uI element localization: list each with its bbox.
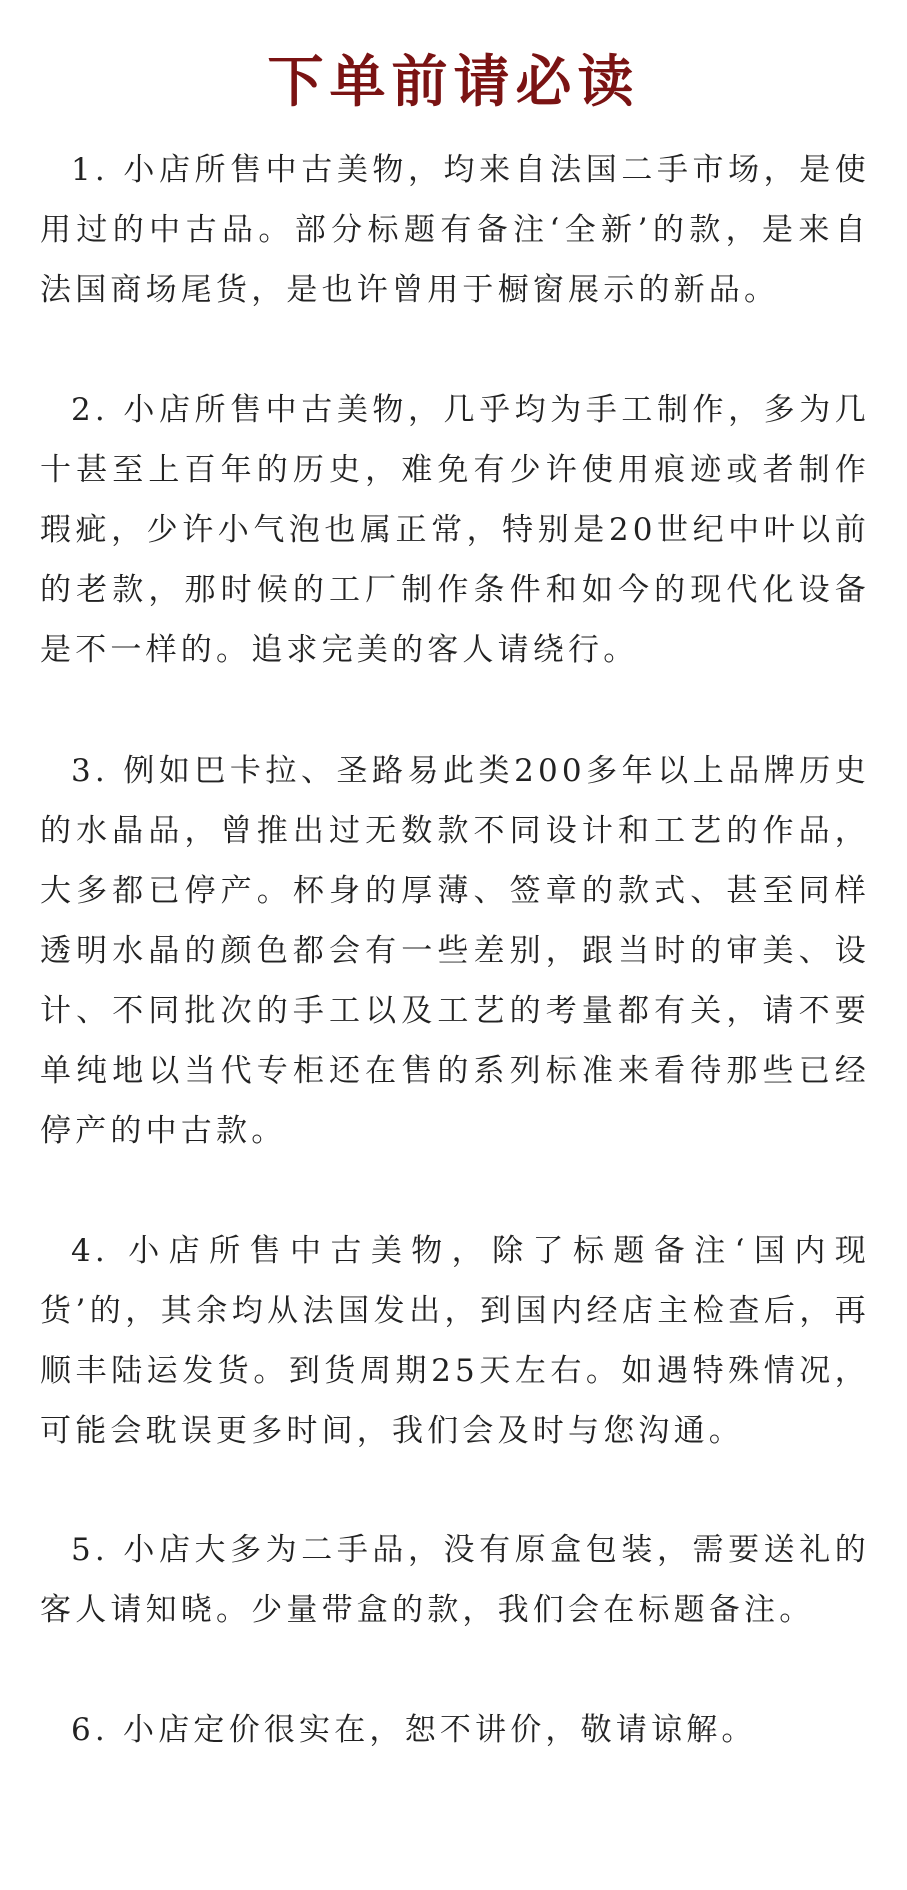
page-title: 下单前请必读 <box>267 49 640 115</box>
notice-item-6: 6. 小店定价很实在，恕不讲价，敬请谅解。 <box>71 1712 757 1748</box>
notice-item-3: 3. 例如巴卡拉、圣路易此类200多年以上品牌历史的水晶品，曾推出过无数款不同设计和工艺的作品，大多都已停产。杯身的厚薄、签章的款式、甚至同样透明水晶的颜色都会有一些差别，跟当时的审美、设计、不同批次的手工以及工艺的考量都有关，请不要单纯地以当代专柜还在售的系列标准来看待那些已经停产的中古款。 <box>40 753 870 1149</box>
notice-item-4: 4. 小店所售中古美物，除了标题备注‘国内现货’的，其余均从法国发出，到国内经店主检查后，再顺丰陆运发货。到货周期25天左右。如遇特殊情况，可能会耽误更多时间，我们会及时与您沟通。 <box>40 1233 870 1449</box>
notice-item-1: 1. 小店所售中古美物，均来自法国二手市场，是使用过的中古品。部分标题有备注‘全新’的款，是来自法国商场尾货，是也许曾用于橱窗展示的新品。 <box>40 152 870 308</box>
notice-item-2: 2. 小店所售中古美物，几乎均为手工制作，多为几十甚至上百年的历史，难免有少许使用痕迹或者制作瑕疵，少许小气泡也属正常，特别是20世纪中叶以前的老款，那时候的工厂制作条件和如今的现代化设备是不一样的。追求完美的客人请绕行。 <box>40 392 870 668</box>
notice-item-5: 5. 小店大多为二手品，没有原盒包装，需要送礼的客人请知晓。少量带盒的款，我们会在标题备注。 <box>40 1532 870 1628</box>
